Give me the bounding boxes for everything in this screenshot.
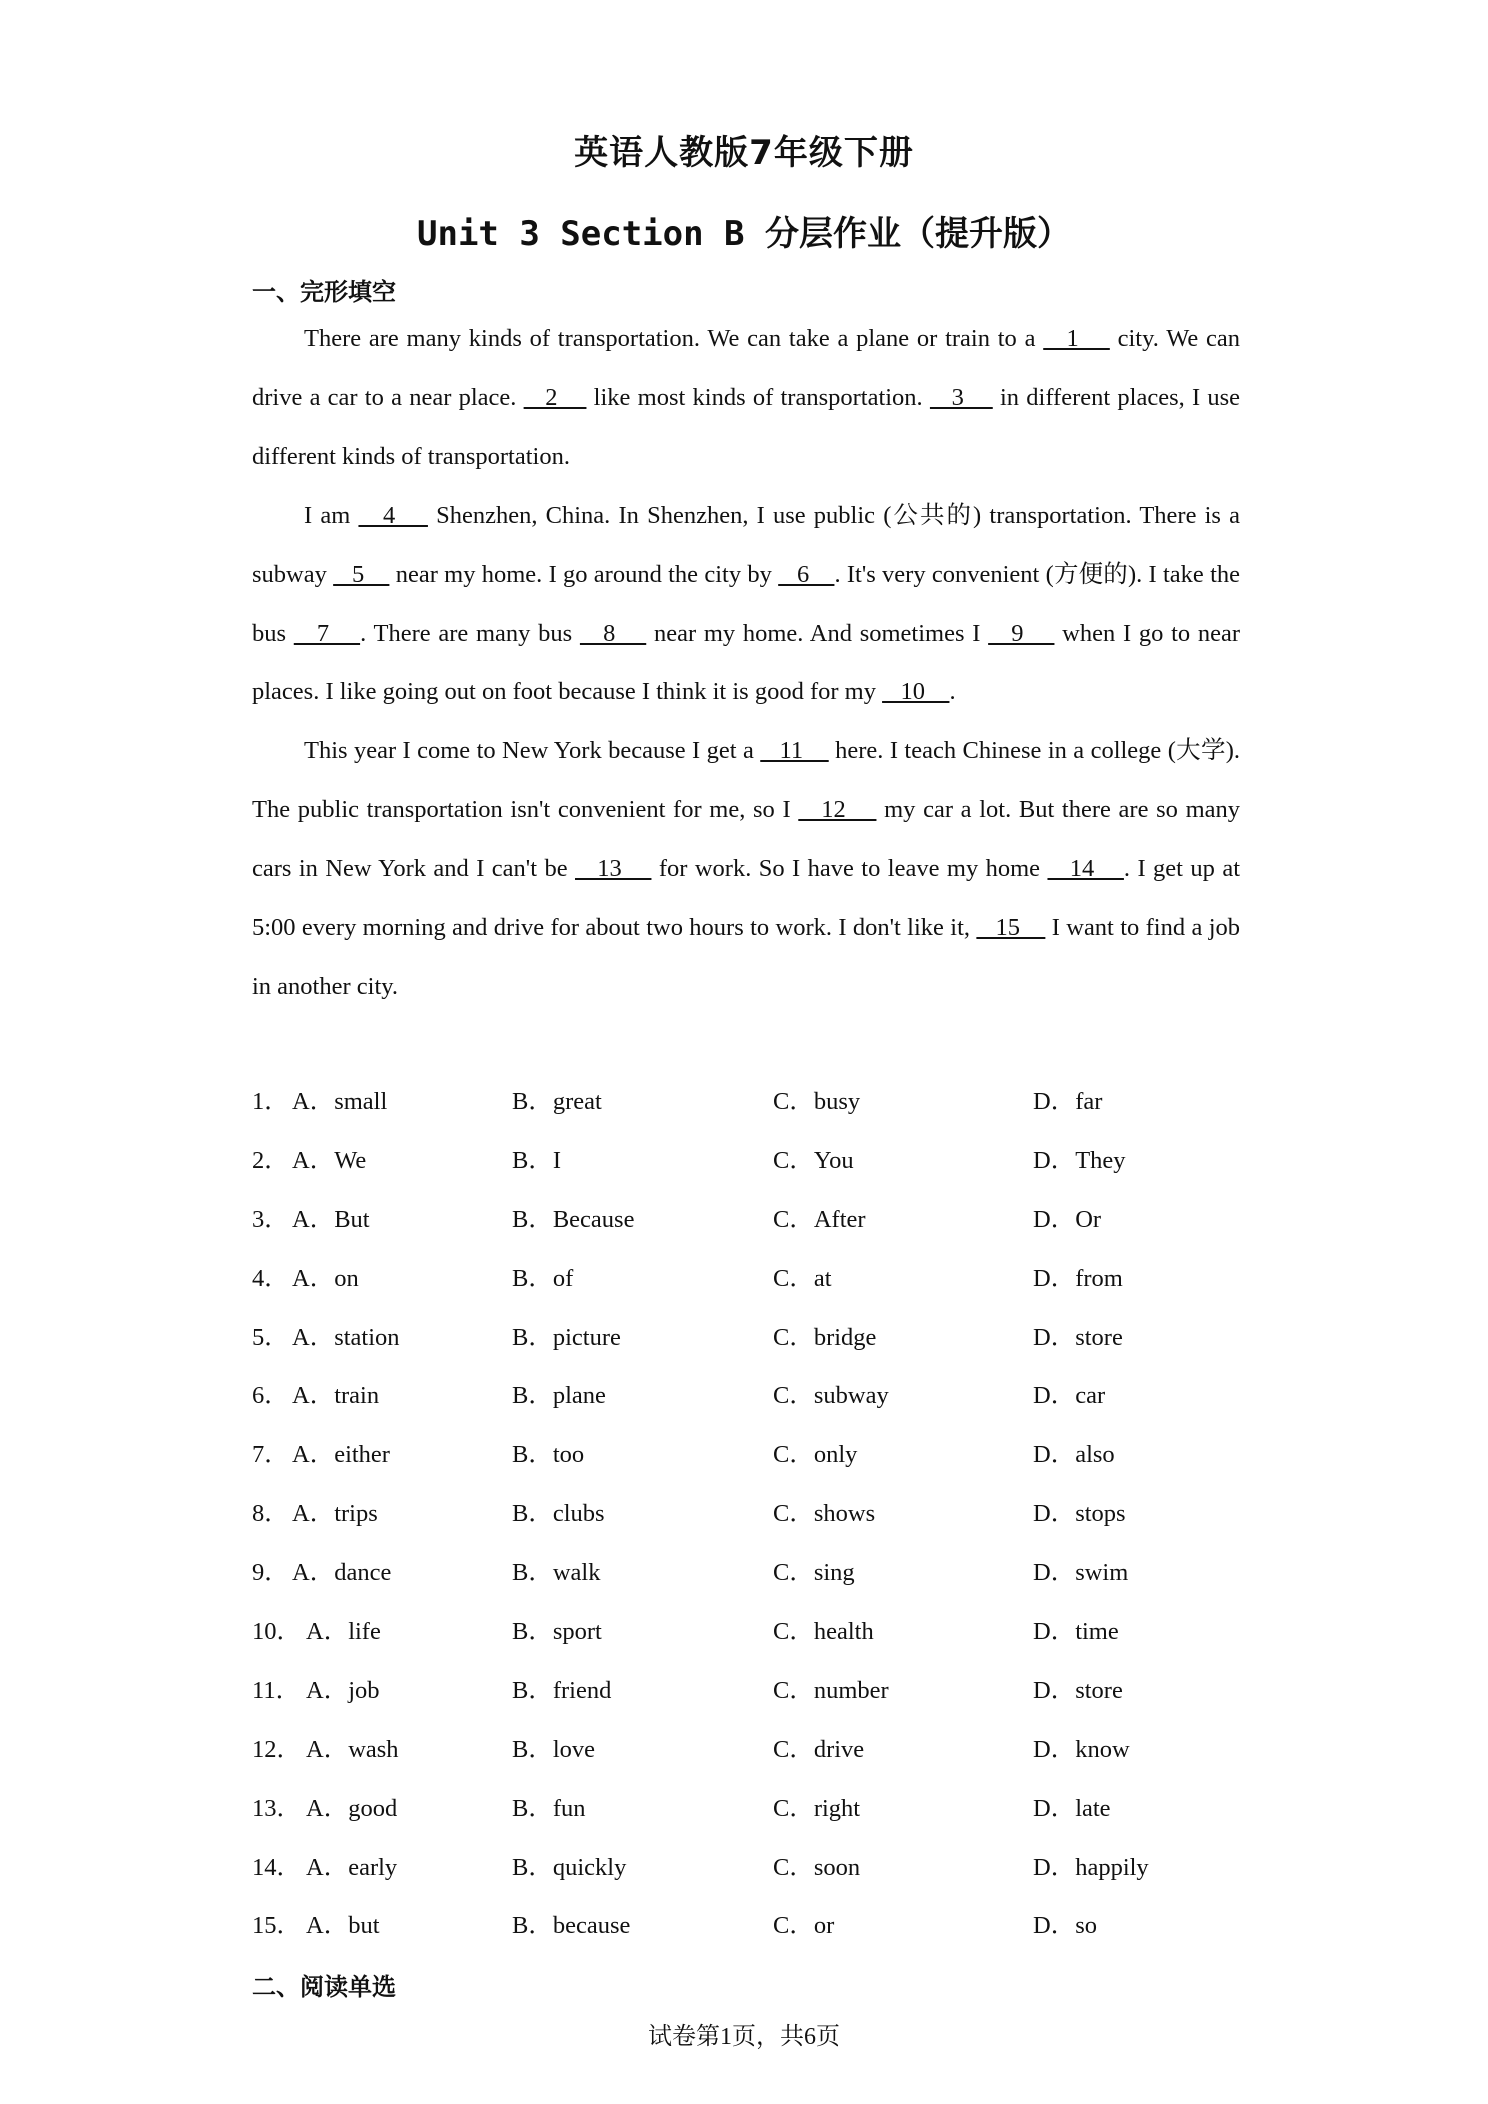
blank-5: 5 — [333, 560, 390, 588]
option-c[interactable]: C．bridge — [773, 1323, 877, 1351]
question-row — [252, 1073, 1252, 1132]
passage-text: This year I come to New York because I get a — [304, 737, 761, 765]
passage-text: There are many kinds of transportation. We can take a plane or train to a — [304, 325, 1044, 352]
option-a[interactable]: A．life — [306, 1618, 381, 1646]
option-d[interactable]: D．happily — [1033, 1853, 1149, 1881]
question-row — [252, 1485, 1252, 1544]
option-d[interactable]: D．late — [1033, 1794, 1111, 1822]
option-a[interactable]: A．job — [306, 1676, 380, 1704]
question-row — [252, 1426, 1252, 1485]
question-row — [252, 1839, 1252, 1898]
question-row — [252, 1367, 1252, 1426]
question-row — [252, 1603, 1252, 1662]
question-number: 15． — [252, 1912, 301, 1940]
option-a[interactable]: A．on — [292, 1264, 359, 1292]
option-b[interactable]: B．because — [512, 1912, 631, 1940]
blank-3: 3 — [929, 383, 993, 411]
question-row — [252, 1662, 1252, 1721]
question-row — [252, 1132, 1252, 1191]
option-d[interactable]: D．Or — [1033, 1205, 1102, 1233]
option-b[interactable]: B．clubs — [512, 1500, 605, 1528]
passage-paragraph-1 — [252, 310, 1240, 487]
question-number: 14． — [252, 1853, 301, 1881]
page-footer: 试卷第1页，共6页 — [648, 2024, 840, 2050]
passage-text: city. We can drive a car to a near place. — [252, 325, 1240, 411]
question-row — [252, 1721, 1252, 1780]
question-row — [252, 1309, 1252, 1368]
passage-text: I am — [304, 501, 359, 529]
option-d[interactable]: D．store — [1033, 1323, 1123, 1351]
blank-6: 6 — [778, 560, 835, 588]
option-c[interactable]: C．drive — [773, 1735, 865, 1763]
passage-text: here. I teach Chinese in a college (大学). The public transportation isn't convenient for me, so I — [252, 737, 1241, 824]
question-number: 7． — [252, 1441, 289, 1469]
option-b[interactable]: B．friend — [512, 1676, 612, 1704]
question-number: 5． — [252, 1323, 289, 1351]
option-a[interactable]: A．We — [292, 1146, 367, 1174]
option-b[interactable]: B．too — [512, 1441, 585, 1469]
option-b[interactable]: B．plane — [512, 1382, 606, 1410]
question-row — [252, 1544, 1252, 1603]
question-number: 3． — [252, 1205, 289, 1233]
passage-text: I want to find a job in another city. — [252, 914, 1240, 1000]
blank-9: 9 — [988, 619, 1055, 647]
blank-12: 12 — [798, 796, 877, 824]
option-d[interactable]: D．know — [1033, 1735, 1130, 1763]
option-c[interactable]: C．health — [773, 1618, 874, 1646]
option-b[interactable]: B．of — [512, 1264, 574, 1292]
option-a[interactable]: A．But — [292, 1205, 370, 1233]
blank-4: 4 — [358, 501, 428, 529]
blank-11: 11 — [760, 737, 829, 765]
option-d[interactable]: D．stops — [1033, 1500, 1126, 1528]
passage-text: like most kinds of transportation. — [586, 383, 930, 411]
passage-text: near my home. And sometimes I — [646, 619, 989, 647]
passage-text: . I get up at 5:00 every morning and drive for about two hours to work. I don't like it, — [252, 855, 1241, 942]
option-a[interactable]: A．early — [306, 1853, 398, 1881]
option-c[interactable]: C．number — [773, 1676, 889, 1704]
option-c[interactable]: C．only — [773, 1441, 858, 1469]
option-d[interactable]: D．car — [1033, 1382, 1106, 1410]
option-a[interactable]: A．trips — [292, 1500, 378, 1528]
option-c[interactable]: C．After — [773, 1205, 866, 1233]
question-row — [252, 1191, 1252, 1250]
option-c[interactable]: C．right — [773, 1794, 861, 1822]
option-d[interactable]: D．swim — [1033, 1559, 1129, 1587]
passage-text: Shenzhen, China. In Shenzhen, I use public (公共的) transportation. There is a subway — [252, 501, 1241, 588]
passage-text: . There are many bus — [360, 619, 580, 647]
option-d[interactable]: D．time — [1033, 1618, 1119, 1646]
blank-10: 10 — [882, 678, 950, 706]
option-d[interactable]: D．from — [1033, 1264, 1123, 1292]
blank-7: 7 — [293, 619, 361, 647]
passage-text: when I go to near places. I like going out on foot because I think it is good for my — [252, 619, 1241, 706]
page-subtitle: Unit 3 Section B 分层作业（提升版） — [417, 214, 1071, 254]
option-b[interactable]: B．I — [512, 1146, 561, 1174]
option-a[interactable]: A．but — [306, 1912, 380, 1940]
blank-13: 13 — [575, 855, 652, 883]
passage-paragraph-3 — [252, 722, 1240, 1017]
option-d[interactable]: D．so — [1033, 1912, 1097, 1940]
section-heading-cloze: 一、完形填空 — [252, 278, 396, 306]
option-c[interactable]: C．sing — [773, 1559, 855, 1587]
blank-2: 2 — [523, 383, 587, 411]
page-title: 英语人教版7年级下册 — [574, 133, 914, 173]
option-b[interactable]: B．walk — [512, 1559, 601, 1587]
option-b[interactable]: B．sport — [512, 1618, 602, 1646]
question-number: 13． — [252, 1794, 301, 1822]
option-b[interactable]: B．Because — [512, 1205, 635, 1233]
option-a[interactable]: A．station — [292, 1323, 400, 1351]
option-a[interactable]: A．good — [306, 1794, 398, 1822]
question-number: 10． — [252, 1618, 301, 1646]
option-b[interactable]: B．quickly — [512, 1853, 627, 1881]
passage-text: . — [949, 678, 956, 706]
option-c[interactable]: C．shows — [773, 1500, 876, 1528]
question-number: 6． — [252, 1382, 289, 1410]
question-list — [252, 1073, 1252, 1956]
option-c[interactable]: C．busy — [773, 1088, 861, 1115]
cloze-passage — [252, 310, 1240, 1017]
passage-text: in different places, I use different kinds of transportation. — [252, 383, 1241, 470]
blank-14: 14 — [1047, 855, 1124, 883]
question-row — [252, 1250, 1252, 1309]
option-a[interactable]: A．either — [292, 1441, 390, 1469]
question-number: 12． — [252, 1735, 301, 1763]
passage-text: . It's very convenient (方便的). I take the bus — [252, 560, 1240, 647]
passage-paragraph-2 — [252, 487, 1240, 723]
option-c[interactable]: C．You — [773, 1146, 854, 1174]
question-number: 1． — [252, 1088, 289, 1115]
option-a[interactable]: A．train — [292, 1382, 380, 1410]
option-b[interactable]: B．fun — [512, 1794, 586, 1822]
question-number: 2． — [252, 1146, 289, 1174]
option-d[interactable]: D．store — [1033, 1676, 1123, 1704]
option-b[interactable]: B．picture — [512, 1323, 621, 1351]
option-c[interactable]: C．at — [773, 1264, 832, 1292]
question-number: 4． — [252, 1264, 289, 1292]
option-b[interactable]: B．love — [512, 1735, 596, 1763]
option-a[interactable]: A．wash — [306, 1735, 399, 1763]
question-row — [252, 1780, 1252, 1839]
blank-15: 15 — [976, 914, 1046, 942]
option-a[interactable]: A．dance — [292, 1559, 392, 1587]
passage-text: for work. So I have to leave my home — [651, 855, 1048, 883]
option-b[interactable]: B．great — [512, 1088, 602, 1115]
question-row — [252, 1897, 1252, 1956]
question-number: 9． — [252, 1559, 289, 1587]
passage-text: near my home. I go around the city by — [389, 560, 779, 588]
blank-1: 1 — [1043, 325, 1110, 352]
option-c[interactable]: C．subway — [773, 1382, 889, 1410]
section-heading-reading: 二、阅读单选 — [252, 1973, 396, 2001]
question-number: 11． — [252, 1676, 301, 1704]
option-d[interactable]: D．They — [1033, 1146, 1126, 1174]
option-a[interactable]: A．small — [292, 1088, 388, 1115]
option-c[interactable]: C．soon — [773, 1853, 861, 1881]
question-number: 8． — [252, 1500, 289, 1528]
option-d[interactable]: D．also — [1033, 1441, 1115, 1469]
passage-text: my car a lot. But there are so many cars in New York and I can't be — [252, 796, 1241, 883]
option-c[interactable]: C．or — [773, 1912, 835, 1940]
option-d[interactable]: D．far — [1033, 1088, 1103, 1115]
blank-8: 8 — [579, 619, 647, 647]
